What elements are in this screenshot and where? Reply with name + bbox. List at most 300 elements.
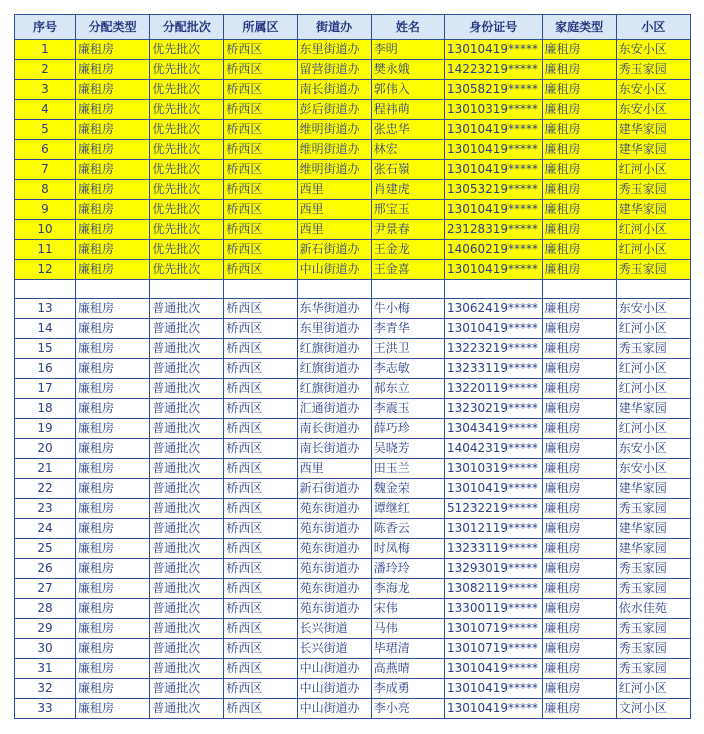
cell-subdistrict[interactable]: 彭后街道办 — [297, 100, 371, 120]
cell-subdistrict[interactable]: 汇通街道办 — [297, 399, 371, 419]
cell-district[interactable]: 桥西区 — [224, 679, 297, 699]
cell-district[interactable]: 桥西区 — [224, 439, 297, 459]
cell-alloc-batch[interactable]: 优先批次 — [150, 220, 224, 240]
cell-seq[interactable]: 15 — [15, 339, 76, 359]
cell-district[interactable]: 桥西区 — [224, 599, 297, 619]
cell-alloc-batch[interactable]: 普通批次 — [150, 639, 224, 659]
cell-id-number[interactable]: 13012119***** — [444, 519, 542, 539]
cell-community[interactable]: 文河小区 — [616, 699, 690, 719]
cell-alloc-batch[interactable]: 优先批次 — [150, 40, 224, 60]
cell-name[interactable]: 魏金荣 — [371, 479, 444, 499]
cell-community[interactable]: 东安小区 — [616, 299, 690, 319]
cell-alloc-type[interactable]: 廉租房 — [75, 519, 149, 539]
cell-id-number[interactable]: 13233119***** — [444, 539, 542, 559]
table-row[interactable] — [15, 60, 691, 80]
cell-name[interactable]: 邢宝玉 — [371, 200, 444, 220]
cell-name[interactable]: 马伟 — [371, 619, 444, 639]
cell-alloc-batch[interactable]: 普通批次 — [150, 539, 224, 559]
cell-alloc-type[interactable]: 廉租房 — [75, 40, 149, 60]
cell-household-type[interactable]: 廉租房 — [542, 220, 616, 240]
cell-subdistrict[interactable]: 长兴街道 — [297, 619, 371, 639]
cell-alloc-batch[interactable]: 普通批次 — [150, 359, 224, 379]
cell-household-type[interactable]: 廉租房 — [542, 659, 616, 679]
cell-seq[interactable]: 18 — [15, 399, 76, 419]
cell-subdistrict[interactable]: 红旗街道办 — [297, 339, 371, 359]
cell-seq[interactable]: 6 — [15, 140, 76, 160]
cell-community[interactable]: 东安小区 — [616, 100, 690, 120]
cell-name[interactable]: 尹景春 — [371, 220, 444, 240]
cell-community[interactable]: 建华家园 — [616, 519, 690, 539]
cell-district[interactable]: 桥西区 — [224, 80, 297, 100]
cell-id-number[interactable]: 13010319***** — [444, 100, 542, 120]
cell-alloc-batch[interactable]: 普通批次 — [150, 679, 224, 699]
cell-district[interactable]: 桥西区 — [224, 539, 297, 559]
cell-seq[interactable]: 25 — [15, 539, 76, 559]
cell-name[interactable]: 樊永娥 — [371, 60, 444, 80]
cell-seq[interactable]: 30 — [15, 639, 76, 659]
cell-subdistrict[interactable]: 红旗街道办 — [297, 359, 371, 379]
table-row[interactable] — [15, 499, 691, 519]
cell-seq[interactable]: 31 — [15, 659, 76, 679]
cell-alloc-type[interactable]: 廉租房 — [75, 639, 149, 659]
cell-district[interactable]: 桥西区 — [224, 659, 297, 679]
cell-subdistrict[interactable]: 南长街道办 — [297, 80, 371, 100]
blank-cell[interactable] — [444, 280, 542, 299]
cell-community[interactable]: 红河小区 — [616, 240, 690, 260]
table-row[interactable] — [15, 439, 691, 459]
cell-seq[interactable]: 32 — [15, 679, 76, 699]
cell-name[interactable]: 高燕晴 — [371, 659, 444, 679]
cell-name[interactable]: 王洪卫 — [371, 339, 444, 359]
cell-subdistrict[interactable]: 苑东街道办 — [297, 519, 371, 539]
cell-household-type[interactable]: 廉租房 — [542, 379, 616, 399]
cell-seq[interactable]: 8 — [15, 180, 76, 200]
cell-seq[interactable]: 13 — [15, 299, 76, 319]
table-row[interactable] — [15, 299, 691, 319]
cell-alloc-batch[interactable]: 普通批次 — [150, 519, 224, 539]
cell-id-number[interactable]: 13010419***** — [444, 659, 542, 679]
table-row[interactable] — [15, 200, 691, 220]
cell-name[interactable]: 潘玲玲 — [371, 559, 444, 579]
cell-community[interactable]: 红河小区 — [616, 359, 690, 379]
cell-subdistrict[interactable]: 苑东街道办 — [297, 599, 371, 619]
cell-id-number[interactable]: 13010419***** — [444, 679, 542, 699]
cell-district[interactable]: 桥西区 — [224, 639, 297, 659]
cell-seq[interactable]: 17 — [15, 379, 76, 399]
cell-name[interactable]: 陈香云 — [371, 519, 444, 539]
cell-household-type[interactable]: 廉租房 — [542, 599, 616, 619]
cell-subdistrict[interactable]: 中山街道办 — [297, 260, 371, 280]
cell-seq[interactable]: 26 — [15, 559, 76, 579]
table-row[interactable] — [15, 559, 691, 579]
cell-id-number[interactable]: 13010419***** — [444, 40, 542, 60]
cell-name[interactable]: 郭伟入 — [371, 80, 444, 100]
cell-name[interactable]: 薛巧珍 — [371, 419, 444, 439]
cell-community[interactable]: 红河小区 — [616, 220, 690, 240]
table-row[interactable] — [15, 679, 691, 699]
table-row[interactable] — [15, 40, 691, 60]
table-row[interactable] — [15, 339, 691, 359]
cell-community[interactable]: 秀玉家园 — [616, 659, 690, 679]
cell-alloc-type[interactable]: 廉租房 — [75, 379, 149, 399]
cell-seq[interactable]: 2 — [15, 60, 76, 80]
cell-district[interactable]: 桥西区 — [224, 160, 297, 180]
cell-subdistrict[interactable]: 维明街道办 — [297, 120, 371, 140]
cell-alloc-type[interactable]: 廉租房 — [75, 60, 149, 80]
cell-alloc-batch[interactable]: 普通批次 — [150, 559, 224, 579]
cell-subdistrict[interactable]: 维明街道办 — [297, 160, 371, 180]
cell-seq[interactable]: 33 — [15, 699, 76, 719]
cell-alloc-batch[interactable]: 优先批次 — [150, 100, 224, 120]
cell-household-type[interactable]: 廉租房 — [542, 579, 616, 599]
table-row[interactable] — [15, 599, 691, 619]
cell-alloc-type[interactable]: 廉租房 — [75, 439, 149, 459]
cell-household-type[interactable]: 廉租房 — [542, 339, 616, 359]
cell-name[interactable]: 谭继红 — [371, 499, 444, 519]
cell-district[interactable]: 桥西区 — [224, 379, 297, 399]
column-header-alloc-batch[interactable]: 分配批次 — [150, 15, 224, 40]
cell-seq[interactable]: 9 — [15, 200, 76, 220]
cell-alloc-type[interactable]: 廉租房 — [75, 120, 149, 140]
cell-community[interactable]: 秀玉家园 — [616, 180, 690, 200]
cell-district[interactable]: 桥西区 — [224, 399, 297, 419]
cell-subdistrict[interactable]: 新石街道办 — [297, 240, 371, 260]
cell-community[interactable]: 建华家园 — [616, 479, 690, 499]
cell-alloc-type[interactable]: 廉租房 — [75, 339, 149, 359]
cell-alloc-batch[interactable]: 普通批次 — [150, 419, 224, 439]
cell-subdistrict[interactable]: 红旗街道办 — [297, 379, 371, 399]
cell-district[interactable]: 桥西区 — [224, 459, 297, 479]
table-row[interactable] — [15, 100, 691, 120]
cell-subdistrict[interactable]: 维明街道办 — [297, 140, 371, 160]
cell-id-number[interactable]: 13010419***** — [444, 699, 542, 719]
cell-name[interactable]: 王金喜 — [371, 260, 444, 280]
table-row[interactable] — [15, 120, 691, 140]
cell-household-type[interactable]: 廉租房 — [542, 160, 616, 180]
cell-id-number[interactable]: 13010419***** — [444, 319, 542, 339]
cell-alloc-batch[interactable]: 普通批次 — [150, 699, 224, 719]
cell-id-number[interactable]: 13082119***** — [444, 579, 542, 599]
cell-district[interactable]: 桥西区 — [224, 140, 297, 160]
cell-seq[interactable]: 4 — [15, 100, 76, 120]
table-row[interactable] — [15, 619, 691, 639]
cell-alloc-type[interactable]: 廉租房 — [75, 479, 149, 499]
cell-alloc-batch[interactable]: 优先批次 — [150, 260, 224, 280]
cell-alloc-batch[interactable]: 普通批次 — [150, 299, 224, 319]
cell-district[interactable]: 桥西区 — [224, 519, 297, 539]
cell-alloc-batch[interactable]: 普通批次 — [150, 339, 224, 359]
cell-alloc-type[interactable]: 廉租房 — [75, 319, 149, 339]
cell-alloc-batch[interactable]: 普通批次 — [150, 579, 224, 599]
cell-community[interactable]: 红河小区 — [616, 160, 690, 180]
cell-community[interactable]: 秀玉家园 — [616, 60, 690, 80]
cell-name[interactable]: 张忠华 — [371, 120, 444, 140]
cell-id-number[interactable]: 13300119***** — [444, 599, 542, 619]
cell-community[interactable]: 依水佳苑 — [616, 599, 690, 619]
cell-seq[interactable]: 29 — [15, 619, 76, 639]
table-row[interactable] — [15, 240, 691, 260]
cell-id-number[interactable]: 14060219***** — [444, 240, 542, 260]
cell-id-number[interactable]: 13010319***** — [444, 459, 542, 479]
table-row[interactable] — [15, 639, 691, 659]
cell-household-type[interactable]: 廉租房 — [542, 40, 616, 60]
cell-name[interactable]: 李成勇 — [371, 679, 444, 699]
cell-alloc-type[interactable]: 廉租房 — [75, 260, 149, 280]
cell-community[interactable]: 建华家园 — [616, 200, 690, 220]
cell-household-type[interactable]: 廉租房 — [542, 80, 616, 100]
cell-alloc-batch[interactable]: 优先批次 — [150, 80, 224, 100]
cell-subdistrict[interactable]: 东里街道办 — [297, 40, 371, 60]
cell-alloc-type[interactable]: 廉租房 — [75, 100, 149, 120]
blank-cell[interactable] — [542, 280, 616, 299]
cell-seq[interactable]: 27 — [15, 579, 76, 599]
cell-subdistrict[interactable]: 西里 — [297, 459, 371, 479]
cell-name[interactable]: 李青华 — [371, 319, 444, 339]
cell-household-type[interactable]: 廉租房 — [542, 260, 616, 280]
cell-district[interactable]: 桥西区 — [224, 180, 297, 200]
table-row[interactable] — [15, 419, 691, 439]
cell-district[interactable]: 桥西区 — [224, 240, 297, 260]
column-header-household-type[interactable]: 家庭类型 — [542, 15, 616, 40]
cell-district[interactable]: 桥西区 — [224, 200, 297, 220]
cell-subdistrict[interactable]: 苑东街道办 — [297, 499, 371, 519]
cell-id-number[interactable]: 13010419***** — [444, 160, 542, 180]
cell-id-number[interactable]: 51232219***** — [444, 499, 542, 519]
table-row[interactable] — [15, 319, 691, 339]
column-header-id-number[interactable]: 身份证号 — [444, 15, 542, 40]
cell-household-type[interactable]: 廉租房 — [542, 439, 616, 459]
cell-alloc-type[interactable]: 廉租房 — [75, 220, 149, 240]
cell-district[interactable]: 桥西区 — [224, 120, 297, 140]
cell-subdistrict[interactable]: 新石街道办 — [297, 479, 371, 499]
cell-community[interactable]: 红河小区 — [616, 419, 690, 439]
cell-subdistrict[interactable]: 南长街道办 — [297, 419, 371, 439]
cell-community[interactable]: 建华家园 — [616, 539, 690, 559]
cell-alloc-type[interactable]: 廉租房 — [75, 559, 149, 579]
cell-alloc-type[interactable]: 廉租房 — [75, 80, 149, 100]
cell-household-type[interactable]: 廉租房 — [542, 240, 616, 260]
cell-community[interactable]: 建华家园 — [616, 120, 690, 140]
cell-alloc-batch[interactable]: 普通批次 — [150, 619, 224, 639]
cell-name[interactable]: 宋伟 — [371, 599, 444, 619]
cell-district[interactable]: 桥西区 — [224, 299, 297, 319]
cell-name[interactable]: 程祎萌 — [371, 100, 444, 120]
cell-seq[interactable]: 14 — [15, 319, 76, 339]
cell-seq[interactable]: 21 — [15, 459, 76, 479]
cell-name[interactable]: 张石嶺 — [371, 160, 444, 180]
cell-subdistrict[interactable]: 南长街道办 — [297, 439, 371, 459]
cell-community[interactable]: 东安小区 — [616, 459, 690, 479]
cell-household-type[interactable]: 廉租房 — [542, 479, 616, 499]
table-row[interactable] — [15, 260, 691, 280]
cell-name[interactable]: 王金龙 — [371, 240, 444, 260]
cell-seq[interactable]: 19 — [15, 419, 76, 439]
cell-subdistrict[interactable]: 西里 — [297, 180, 371, 200]
cell-household-type[interactable]: 廉租房 — [542, 619, 616, 639]
cell-community[interactable]: 红河小区 — [616, 679, 690, 699]
cell-id-number[interactable]: 13043419***** — [444, 419, 542, 439]
cell-household-type[interactable]: 廉租房 — [542, 100, 616, 120]
cell-name[interactable]: 牛小梅 — [371, 299, 444, 319]
cell-household-type[interactable]: 廉租房 — [542, 200, 616, 220]
cell-community[interactable]: 秀玉家园 — [616, 260, 690, 280]
cell-name[interactable]: 李小亮 — [371, 699, 444, 719]
cell-household-type[interactable]: 廉租房 — [542, 539, 616, 559]
cell-subdistrict[interactable]: 东华街道办 — [297, 299, 371, 319]
cell-id-number[interactable]: 13058219***** — [444, 80, 542, 100]
cell-alloc-batch[interactable]: 普通批次 — [150, 659, 224, 679]
cell-district[interactable]: 桥西区 — [224, 619, 297, 639]
cell-alloc-batch[interactable]: 优先批次 — [150, 60, 224, 80]
cell-seq[interactable]: 22 — [15, 479, 76, 499]
cell-household-type[interactable]: 廉租房 — [542, 419, 616, 439]
cell-community[interactable]: 建华家园 — [616, 140, 690, 160]
cell-alloc-batch[interactable]: 普通批次 — [150, 379, 224, 399]
cell-id-number[interactable]: 13233119***** — [444, 359, 542, 379]
cell-subdistrict[interactable]: 中山街道办 — [297, 699, 371, 719]
cell-household-type[interactable]: 廉租房 — [542, 399, 616, 419]
cell-district[interactable]: 桥西区 — [224, 220, 297, 240]
cell-alloc-batch[interactable]: 优先批次 — [150, 240, 224, 260]
cell-name[interactable]: 毕珺清 — [371, 639, 444, 659]
blank-cell[interactable] — [15, 280, 76, 299]
cell-household-type[interactable]: 廉租房 — [542, 319, 616, 339]
cell-community[interactable]: 秀玉家园 — [616, 619, 690, 639]
cell-community[interactable]: 秀玉家园 — [616, 339, 690, 359]
cell-household-type[interactable]: 廉租房 — [542, 679, 616, 699]
cell-district[interactable]: 桥西区 — [224, 339, 297, 359]
column-header-subdistrict[interactable]: 街道办 — [297, 15, 371, 40]
cell-community[interactable]: 东安小区 — [616, 439, 690, 459]
cell-household-type[interactable]: 廉租房 — [542, 699, 616, 719]
table-row[interactable] — [15, 479, 691, 499]
column-header-community[interactable]: 小区 — [616, 15, 690, 40]
cell-alloc-type[interactable]: 廉租房 — [75, 579, 149, 599]
cell-id-number[interactable]: 13010419***** — [444, 120, 542, 140]
cell-subdistrict[interactable]: 中山街道办 — [297, 659, 371, 679]
column-header-name[interactable]: 姓名 — [371, 15, 444, 40]
cell-alloc-batch[interactable]: 优先批次 — [150, 180, 224, 200]
column-header-district[interactable]: 所属区 — [224, 15, 297, 40]
cell-community[interactable]: 东安小区 — [616, 40, 690, 60]
cell-subdistrict[interactable]: 苑东街道办 — [297, 539, 371, 559]
cell-subdistrict[interactable]: 西里 — [297, 220, 371, 240]
blank-cell[interactable] — [75, 280, 149, 299]
cell-alloc-type[interactable]: 廉租房 — [75, 699, 149, 719]
cell-id-number[interactable]: 13230219***** — [444, 399, 542, 419]
cell-id-number[interactable]: 13293019***** — [444, 559, 542, 579]
cell-alloc-batch[interactable]: 普通批次 — [150, 479, 224, 499]
cell-district[interactable]: 桥西区 — [224, 499, 297, 519]
cell-id-number[interactable]: 13223219***** — [444, 339, 542, 359]
cell-subdistrict[interactable]: 西里 — [297, 200, 371, 220]
cell-household-type[interactable]: 廉租房 — [542, 499, 616, 519]
cell-id-number[interactable]: 23128319***** — [444, 220, 542, 240]
cell-name[interactable]: 郝东立 — [371, 379, 444, 399]
cell-alloc-batch[interactable]: 普通批次 — [150, 399, 224, 419]
cell-community[interactable]: 秀玉家园 — [616, 499, 690, 519]
cell-alloc-type[interactable]: 廉租房 — [75, 240, 149, 260]
cell-community[interactable]: 建华家园 — [616, 399, 690, 419]
cell-name[interactable]: 李海龙 — [371, 579, 444, 599]
cell-household-type[interactable]: 廉租房 — [542, 299, 616, 319]
cell-household-type[interactable]: 廉租房 — [542, 359, 616, 379]
cell-id-number[interactable]: 13053219***** — [444, 180, 542, 200]
cell-subdistrict[interactable]: 中山街道办 — [297, 679, 371, 699]
blank-cell[interactable] — [297, 280, 371, 299]
cell-name[interactable]: 时凤梅 — [371, 539, 444, 559]
cell-id-number[interactable]: 13010719***** — [444, 619, 542, 639]
cell-name[interactable]: 吴晓芳 — [371, 439, 444, 459]
cell-id-number[interactable]: 13220119***** — [444, 379, 542, 399]
cell-alloc-batch[interactable]: 优先批次 — [150, 140, 224, 160]
cell-id-number[interactable]: 13010419***** — [444, 479, 542, 499]
cell-seq[interactable]: 12 — [15, 260, 76, 280]
blank-cell[interactable] — [150, 280, 224, 299]
cell-district[interactable]: 桥西区 — [224, 60, 297, 80]
table-row[interactable] — [15, 220, 691, 240]
cell-community[interactable]: 秀玉家园 — [616, 579, 690, 599]
cell-alloc-batch[interactable]: 普通批次 — [150, 459, 224, 479]
cell-district[interactable]: 桥西区 — [224, 559, 297, 579]
cell-name[interactable]: 肖建虎 — [371, 180, 444, 200]
column-header-alloc-type[interactable]: 分配类型 — [75, 15, 149, 40]
cell-id-number[interactable]: 14042319***** — [444, 439, 542, 459]
cell-id-number[interactable]: 13062419***** — [444, 299, 542, 319]
cell-community[interactable]: 东安小区 — [616, 80, 690, 100]
cell-alloc-type[interactable]: 廉租房 — [75, 679, 149, 699]
cell-name[interactable]: 田玉兰 — [371, 459, 444, 479]
cell-district[interactable]: 桥西区 — [224, 319, 297, 339]
table-row[interactable] — [15, 459, 691, 479]
cell-seq[interactable]: 3 — [15, 80, 76, 100]
blank-cell[interactable] — [371, 280, 444, 299]
cell-community[interactable]: 秀玉家园 — [616, 639, 690, 659]
cell-alloc-type[interactable]: 廉租房 — [75, 140, 149, 160]
cell-household-type[interactable]: 廉租房 — [542, 140, 616, 160]
cell-alloc-type[interactable]: 廉租房 — [75, 459, 149, 479]
column-header-seq[interactable]: 序号 — [15, 15, 76, 40]
table-row[interactable] — [15, 399, 691, 419]
cell-seq[interactable]: 11 — [15, 240, 76, 260]
cell-community[interactable]: 红河小区 — [616, 319, 690, 339]
cell-household-type[interactable]: 廉租房 — [542, 639, 616, 659]
blank-cell[interactable] — [616, 280, 690, 299]
cell-alloc-batch[interactable]: 普通批次 — [150, 319, 224, 339]
cell-district[interactable]: 桥西区 — [224, 359, 297, 379]
cell-district[interactable]: 桥西区 — [224, 579, 297, 599]
table-row[interactable] — [15, 80, 691, 100]
cell-district[interactable]: 桥西区 — [224, 260, 297, 280]
cell-district[interactable]: 桥西区 — [224, 699, 297, 719]
cell-district[interactable]: 桥西区 — [224, 479, 297, 499]
cell-alloc-type[interactable]: 廉租房 — [75, 659, 149, 679]
cell-alloc-type[interactable]: 廉租房 — [75, 399, 149, 419]
cell-subdistrict[interactable]: 苑东街道办 — [297, 579, 371, 599]
cell-household-type[interactable]: 廉租房 — [542, 559, 616, 579]
cell-household-type[interactable]: 廉租房 — [542, 60, 616, 80]
cell-id-number[interactable]: 13010419***** — [444, 200, 542, 220]
cell-alloc-type[interactable]: 廉租房 — [75, 200, 149, 220]
cell-alloc-batch[interactable]: 普通批次 — [150, 499, 224, 519]
cell-alloc-batch[interactable]: 优先批次 — [150, 200, 224, 220]
cell-alloc-type[interactable]: 廉租房 — [75, 180, 149, 200]
cell-household-type[interactable]: 廉租房 — [542, 180, 616, 200]
cell-seq[interactable]: 1 — [15, 40, 76, 60]
cell-subdistrict[interactable]: 苑东街道办 — [297, 559, 371, 579]
cell-alloc-batch[interactable]: 优先批次 — [150, 120, 224, 140]
cell-subdistrict[interactable]: 东里街道办 — [297, 319, 371, 339]
